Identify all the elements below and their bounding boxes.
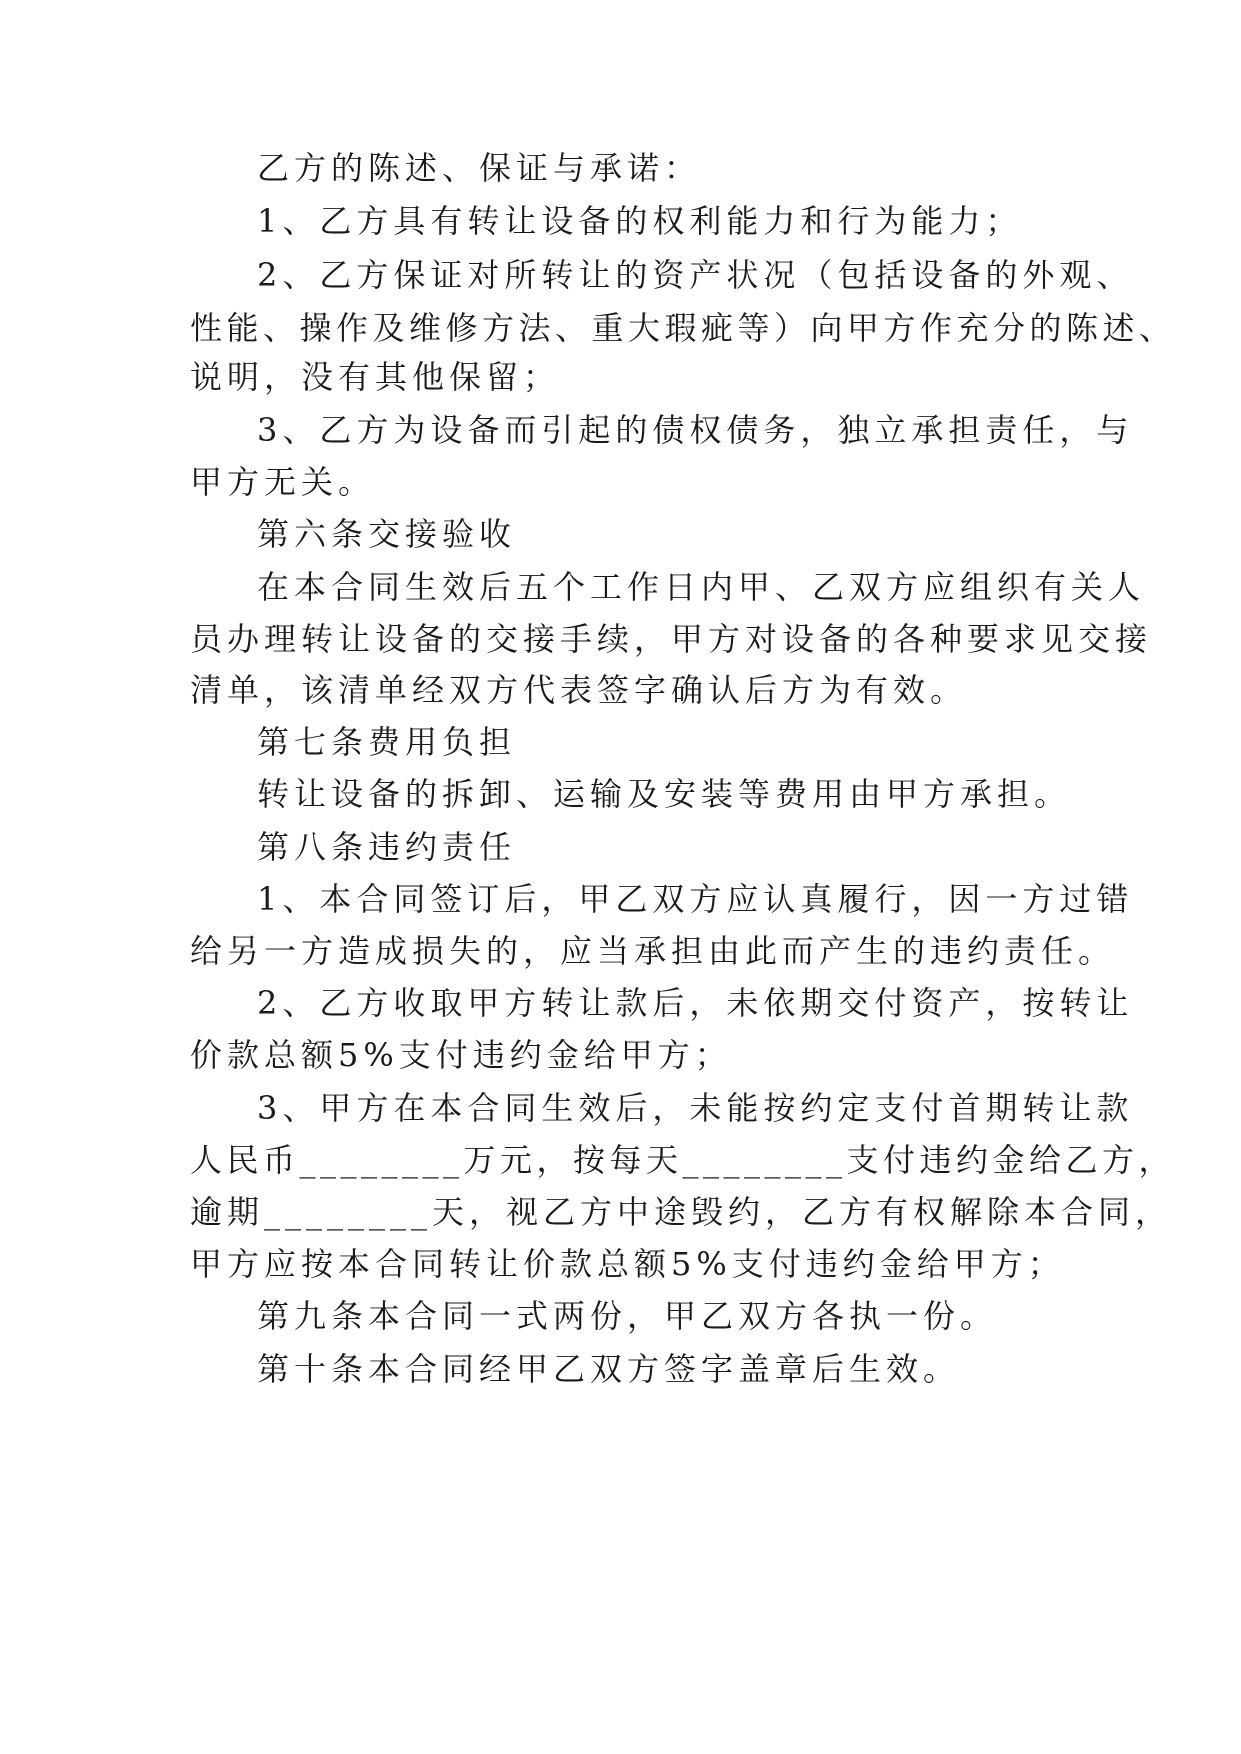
- section-heading: 第七条费用负担: [257, 723, 517, 761]
- text-line: 员办理转让设备的交接手续，甲方对设备的各种要求见交接: [190, 620, 1153, 658]
- text-line: 1、本合同签订后，甲乙双方应认真履行，因一方过错: [257, 880, 1134, 918]
- text-line: 人民币________万元，按每天________支付违约金给乙方，: [190, 1141, 1176, 1179]
- text-line: 3、甲方在本合同生效后，未能按约定支付首期转让款: [257, 1089, 1134, 1127]
- text-line: 转让设备的拆卸、运输及安装等费用由甲方承担。: [257, 775, 1072, 813]
- text-line: 甲方应按本合同转让价款总额5%支付违约金给甲方；: [190, 1245, 1065, 1283]
- section-heading: 第六条交接验收: [257, 515, 517, 553]
- text-line: 2、乙方保证对所转让的资产状况（包括设备的外观、: [257, 256, 1134, 294]
- text-line: 说明，没有其他保留；: [190, 358, 561, 396]
- text-line: 在本合同生效后五个工作日内甲、乙双方应组织有关人: [257, 568, 1146, 606]
- text-line: 给另一方造成损失的，应当承担由此而产生的违约责任。: [190, 932, 1116, 970]
- text-line: 清单，该清单经双方代表签字确认后方为有效。: [190, 671, 968, 709]
- section-heading: 第八条违约责任: [257, 828, 517, 866]
- text-line: 第十条本合同经甲乙双方签字盖章后生效。: [257, 1350, 961, 1388]
- text-line: 1、乙方具有转让设备的权利能力和行为能力；: [257, 202, 1023, 240]
- text-line: 第九条本合同一式两份，甲乙双方各执一份。: [257, 1297, 998, 1335]
- text-line: 价款总额5%支付违约金给甲方；: [190, 1036, 732, 1074]
- text-line: 2、乙方收取甲方转让款后，未依期交付资产，按转让: [257, 984, 1134, 1022]
- text-line: 3、乙方为设备而引起的债权债务，独立承担责任，与: [257, 411, 1134, 449]
- text-line: 乙方的陈述、保证与承诺：: [257, 149, 702, 187]
- text-line: 逾期________天，视乙方中途毁约，乙方有权解除本合同，: [190, 1193, 1173, 1231]
- text-line: 甲方无关。: [190, 463, 376, 501]
- text-line: 性能、操作及维修方法、重大瑕疵等）向甲方作充分的陈述、: [190, 309, 1176, 347]
